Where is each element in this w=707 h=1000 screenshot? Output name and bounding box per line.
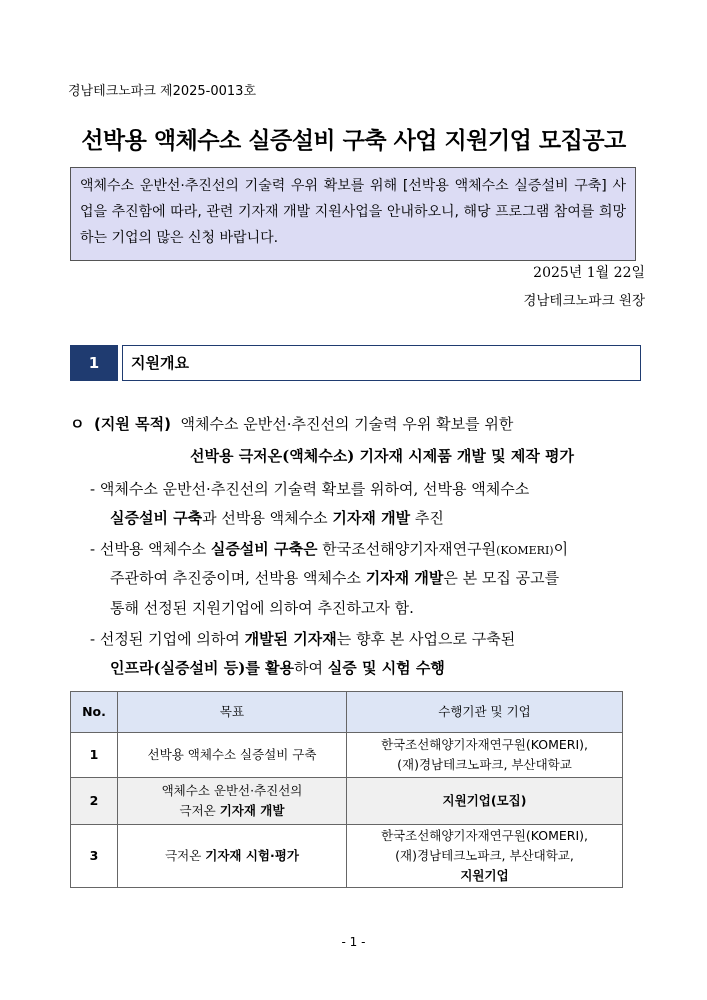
item-3-text-3: 하여 bbox=[294, 659, 328, 677]
page-number: - 1 - bbox=[341, 935, 366, 949]
row-goal-text: 극저온 bbox=[165, 848, 206, 863]
summary-box bbox=[70, 167, 636, 261]
item-3-bold-3: 실증 및 시험 수행 bbox=[327, 659, 445, 677]
row-goal bbox=[118, 778, 347, 825]
item-1-line-1 bbox=[90, 478, 529, 500]
row-no: 1 bbox=[71, 733, 118, 778]
goals-table bbox=[70, 691, 623, 888]
item-2-text-1: 선박용 액체수소 bbox=[99, 540, 211, 558]
dash-1: - bbox=[90, 480, 96, 498]
row-org bbox=[347, 825, 623, 888]
row-goal-line-2 bbox=[122, 801, 342, 821]
row-org-line-3: 지원기업 bbox=[460, 868, 509, 883]
row-no: 3 bbox=[71, 825, 118, 888]
section-number: 1 bbox=[70, 345, 118, 381]
row-org bbox=[347, 733, 623, 778]
row-goal-text: 극저온 bbox=[179, 803, 220, 818]
item-2-text-5: 은 본 모집 공고를 bbox=[443, 569, 560, 587]
header-goal: 목표 bbox=[118, 692, 347, 733]
page-title: 선박용 액체수소 실증설비 구축 사업 지원기업 모집공고 bbox=[81, 128, 626, 154]
row-org-line-2: (재)경남테크노파크, 부산대학교 bbox=[397, 757, 572, 772]
item-3-bold-1: 개발된 기자재 bbox=[244, 630, 337, 648]
row-no: 2 bbox=[71, 778, 118, 825]
table-row bbox=[71, 733, 623, 778]
item-3-line-2 bbox=[110, 657, 445, 679]
row-goal-bold: 기자재 시험·평가 bbox=[205, 848, 299, 863]
row-goal: 선박용 액체수소 실증설비 구축 bbox=[118, 733, 347, 778]
item-2-text-2: 한국조선해양기자재연구원 bbox=[317, 540, 497, 558]
item-1-text-2: 과 선박용 액체수소 bbox=[202, 509, 333, 527]
row-goal bbox=[118, 825, 347, 888]
table-row bbox=[71, 825, 623, 888]
item-2-line-3: 통해 선정된 지원기업에 의하여 추진하고자 함. bbox=[110, 599, 414, 617]
item-1-text: 액체수소 운반선·추진선의 기술력 확보를 위하여, 선박용 액체수소 bbox=[99, 480, 530, 498]
purpose-label: (지원 목적) bbox=[94, 415, 171, 433]
item-2-bold-1: 실증설비 구축은 bbox=[210, 540, 318, 558]
dash-3: - bbox=[90, 630, 96, 648]
header-org: 수행기관 및 기업 bbox=[347, 692, 623, 733]
item-1-bold-2: 기자재 개발 bbox=[332, 509, 411, 527]
section-title: 지원개요 bbox=[122, 345, 641, 381]
doc-number: 경남테크노파크 제2025-0013호 bbox=[68, 84, 257, 99]
item-2-line-2 bbox=[110, 567, 559, 589]
item-2-komeri: (KOMERI) bbox=[496, 544, 554, 557]
item-3-text-1: 선정된 기업에 의하여 bbox=[99, 630, 245, 648]
purpose-line-2: 선박용 극저온(액체수소) 기자재 시제품 개발 및 제작 평가 bbox=[190, 447, 575, 465]
header-no: No. bbox=[71, 692, 118, 733]
row-org-line-2: (재)경남테크노파크, 부산대학교, bbox=[395, 848, 574, 863]
item-1-text-3: 추진 bbox=[410, 509, 444, 527]
purpose-text: 액체수소 운반선·추진선의 기술력 우위 확보를 위한 bbox=[180, 415, 514, 433]
item-1-bold-1: 실증설비 구축 bbox=[110, 509, 203, 527]
item-2-line-1 bbox=[90, 538, 568, 562]
announcement-date: 2025년 1월 22일 bbox=[533, 265, 645, 281]
item-3-text-2: 는 향후 본 사업으로 구축된 bbox=[336, 630, 516, 648]
purpose-bullet: ㅇ bbox=[70, 415, 85, 433]
issuer: 경남테크노파크 원장 bbox=[523, 293, 645, 309]
row-goal-bold: 기자재 개발 bbox=[219, 803, 285, 818]
row-org: 지원기업(모집) bbox=[347, 778, 623, 825]
dash-2: - bbox=[90, 540, 96, 558]
purpose-line-1 bbox=[70, 413, 513, 435]
item-1-line-2 bbox=[110, 507, 444, 529]
item-3-bold-2: 인프라(실증설비 등)를 활용 bbox=[110, 659, 295, 677]
row-org-line-1: 한국조선해양기자재연구원(KOMERI), bbox=[380, 828, 589, 843]
summary-text: 액체수소 운반선·추진선의 기술력 우위 확보를 위해 [선박용 액체수소 실증설비 구축] 사업을 추진함에 따라, 관련 기자재 개발 지원사업을 안내하오니, 해당 프로그램 참여를 희망하는 기업의 많은 신청 바랍니다. bbox=[80, 178, 626, 246]
row-goal-line-1: 액체수소 운반선·추진선의 bbox=[161, 783, 303, 798]
table-header-row bbox=[71, 692, 623, 733]
item-2-text-4: 주관하여 추진중이며, 선박용 액체수소 bbox=[110, 569, 366, 587]
row-org-line-1: 한국조선해양기자재연구원(KOMERI), bbox=[380, 737, 589, 752]
table-row bbox=[71, 778, 623, 825]
item-3-line-1 bbox=[90, 628, 515, 650]
item-2-bold-2: 기자재 개발 bbox=[365, 569, 444, 587]
item-2-text-3: 이 bbox=[553, 540, 569, 558]
